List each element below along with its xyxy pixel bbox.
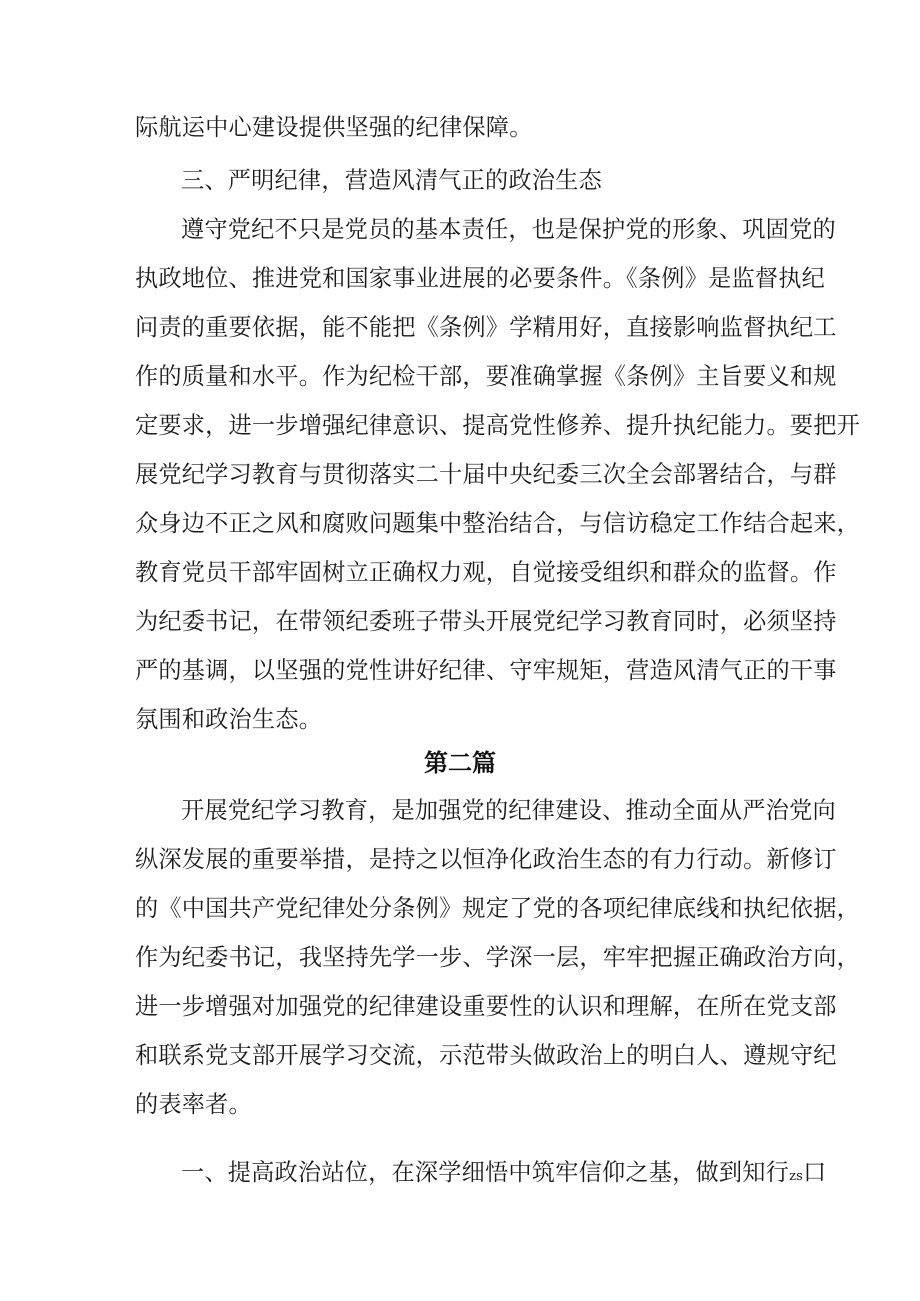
paragraph-line: 的《中国共产党纪律处分条例》规定了党的各项纪律底线和执纪依据， — [135, 895, 861, 922]
paragraph-line: 教育党员干部牢固树立正确权力观，自觉接受组织和群众的监督。作 — [135, 559, 837, 586]
paragraph-line: 的表率者。 — [135, 1091, 252, 1118]
section-heading-one-text: 一、提高政治站位，在深学细悟中筑牢信仰之基，做到知行 — [181, 1159, 790, 1186]
paragraph-line: 遵守党纪不只是党员的基本责任，也是保护党的形象、巩固党的 — [181, 216, 836, 243]
paragraph-line: 众身边不正之风和腐败问题集中整治结合，与信访稳定工作结合起来， — [135, 510, 861, 537]
paragraph-line: 为纪委书记，在带领纪委班子带头开展党纪学习教育同时，必须坚持 — [135, 608, 837, 635]
paragraph-line: 和联系党支部开展学习交流，示范带头做政治上的明白人、遵规守纪 — [135, 1042, 837, 1069]
paragraph-line: 氛围和政治生态。 — [135, 706, 323, 733]
chapter-title: 第二篇 — [424, 749, 496, 777]
section-heading-one-tail: 口 — [803, 1159, 827, 1186]
paragraph-line: 定要求，进一步增强纪律意识、提高党性修养、提升执纪能力。要把开 — [135, 412, 861, 439]
section-heading-one-small-mark: zs — [789, 1169, 803, 1184]
paragraph-line: 进一步增强对加强党的纪律建设重要性的认识和理解，在所在党支部 — [135, 993, 837, 1020]
paragraph-line: 执政地位、推进党和国家事业进展的必要条件。《条例》是监督执纪 — [135, 265, 826, 292]
paragraph-line: 开展党纪学习教育，是加强党的纪律建设、推动全面从严治党向 — [181, 797, 836, 824]
section-heading-three: 三、严明纪律，营造风清气正的政治生态 — [181, 167, 602, 194]
paragraph-line: 严的基调，以坚强的党性讲好纪律、守牢规矩，营造风清气正的干事 — [135, 657, 837, 684]
paragraph-line: 展党纪学习教育与贯彻落实二十届中央纪委三次全会部署结合，与群 — [135, 461, 837, 488]
paragraph-line: 纵深发展的重要举措，是持之以恒净化政治生态的有力行动。新修订 — [135, 846, 837, 873]
paragraph-line: 作为纪委书记，我坚持先学一步、学深一层，牢牢把握正确政治方向， — [135, 944, 861, 971]
section-heading-one — [181, 1158, 827, 1192]
paragraph-line: 问责的重要依据，能不能把《条例》学精用好，直接影响监督执纪工 — [135, 314, 837, 341]
paragraph-continuation-line: 际航运中心建设提供坚强的纪律保障。 — [135, 114, 533, 141]
paragraph-line: 作的质量和水平。作为纪检干部，要准确掌握《条例》主旨要义和规 — [135, 363, 837, 390]
